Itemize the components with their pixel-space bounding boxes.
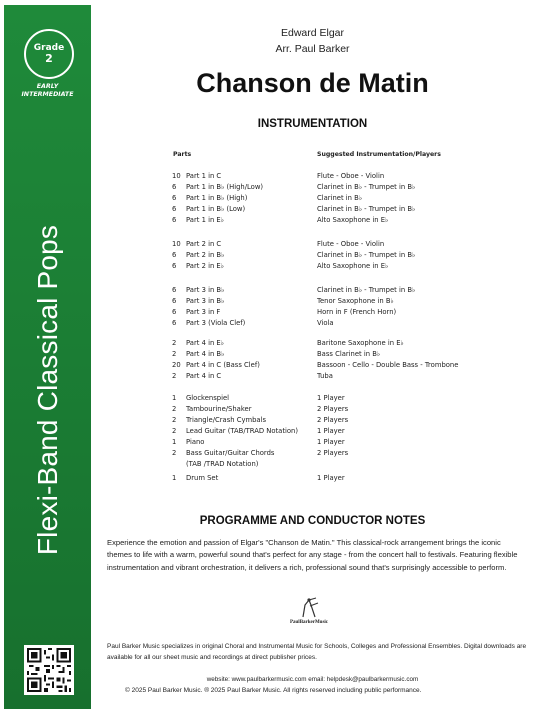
part-quantity: 6 — [172, 286, 177, 294]
part-quantity: 2 — [172, 427, 177, 435]
part-quantity: 6 — [172, 183, 177, 191]
part-name: Part 3 in F — [186, 308, 221, 316]
level-line-1: EARLY — [36, 83, 59, 90]
table-row — [172, 182, 502, 193]
part-name: Part 1 in C — [186, 172, 222, 180]
suggested-players: 2 Players — [317, 416, 349, 424]
publisher-logo — [278, 597, 340, 631]
table-row — [172, 473, 502, 484]
programme-notes-heading: PROGRAMME AND CONDUCTOR NOTES — [199, 515, 426, 527]
table-row — [172, 261, 502, 272]
part-quantity: 2 — [172, 339, 177, 347]
part-quantity: 2 — [172, 372, 177, 380]
part-name: Triangle/Crash Cymbals — [186, 416, 266, 424]
contact-line[interactable]: website: www.paulbarkermusic.com email: helpdesk@paulbarkermusic.com — [206, 676, 419, 683]
part-name: Part 3 in B♭ — [186, 286, 225, 294]
table-row — [172, 371, 502, 382]
table-row — [172, 318, 502, 329]
suggested-players: Bass Clarinet in B♭ — [317, 350, 381, 358]
difficulty-level — [4, 83, 91, 99]
table-row — [172, 426, 502, 437]
part-name: Piano — [186, 438, 205, 446]
table-row — [172, 204, 502, 215]
part-quantity: 6 — [172, 216, 177, 224]
composer-name: Edward Elgar — [280, 27, 345, 39]
suggested-players: Tenor Saxophone in B♭ — [317, 297, 394, 305]
series-sidebar — [4, 5, 91, 709]
column-header-parts: Parts — [173, 151, 192, 158]
suggested-players: Clarinet in B♭ — [317, 194, 363, 202]
logo-text: PaulBarkerMusic — [289, 620, 329, 625]
suggested-players: Horn in F (French Horn) — [317, 308, 397, 316]
part-name: Glockenspiel — [186, 394, 230, 402]
suggested-players: 2 Players — [317, 449, 349, 457]
suggested-players: 2 Players — [317, 405, 349, 413]
part-name: (TAB /TRAD Notation) — [186, 460, 259, 468]
part-name: Part 2 in C — [186, 240, 222, 248]
suggested-players: Alto Saxophone in E♭ — [317, 262, 389, 270]
suggested-players: Tuba — [317, 372, 333, 380]
part-quantity: 1 — [172, 394, 177, 402]
part-quantity: 6 — [172, 194, 177, 202]
part-quantity: 6 — [172, 251, 177, 259]
table-row — [172, 360, 502, 371]
suggested-players: Alto Saxophone in E♭ — [317, 216, 389, 224]
part-name: Part 1 in B♭ (Low) — [186, 205, 246, 213]
table-row — [172, 349, 502, 360]
instrumentation-heading: INSTRUMENTATION — [257, 118, 368, 130]
table-row — [172, 437, 502, 448]
suggested-players: 1 Player — [317, 394, 345, 402]
part-name: Part 4 in C — [186, 372, 222, 380]
part-name: Part 1 in B♭ (High/Low) — [186, 183, 264, 191]
part-quantity: 2 — [172, 416, 177, 424]
part-name: Part 1 in E♭ — [186, 216, 224, 224]
grade-label: Grade — [33, 42, 65, 53]
table-row — [172, 307, 502, 318]
column-header-players: Suggested Instrumentation/Players — [317, 151, 441, 158]
suggested-players: Bassoon - Cello - Double Bass - Trombone — [317, 361, 459, 369]
arranger-name: Arr. Paul Barker — [275, 43, 350, 55]
part-name: Part 2 in B♭ — [186, 251, 225, 259]
part-quantity: 2 — [172, 350, 177, 358]
suggested-players: 1 Player — [317, 438, 345, 446]
part-name: Part 4 in C (Bass Clef) — [186, 361, 260, 369]
table-row — [172, 404, 502, 415]
copyright-line: © 2025 Paul Barker Music. ® 2025 Paul Barker Music. All rights reserved including public performance. — [125, 687, 422, 694]
table-row — [172, 215, 502, 226]
table-row — [172, 415, 502, 426]
part-name: Bass Guitar/Guitar Chords — [186, 449, 275, 457]
table-row — [172, 285, 502, 296]
table-row — [172, 296, 502, 307]
part-quantity: 6 — [172, 297, 177, 305]
part-quantity: 20 — [172, 361, 181, 369]
part-quantity: 2 — [172, 449, 177, 457]
part-quantity: 10 — [172, 240, 181, 248]
series-title: Flexi-Band Classical Pops — [32, 224, 63, 556]
suggested-players: Flute - Oboe - Violin — [317, 240, 385, 248]
suggested-players: Baritone Saxophone in E♭ — [317, 339, 404, 347]
suggested-players: 1 Player — [317, 474, 345, 482]
piece-title: Chanson de Matin — [196, 68, 429, 98]
table-row — [172, 193, 502, 204]
suggested-players: Clarinet in B♭ - Trumpet in B♭ — [317, 251, 416, 259]
part-name: Part 4 in B♭ — [186, 350, 225, 358]
part-name: Drum Set — [186, 474, 219, 482]
part-quantity: 6 — [172, 319, 177, 327]
composer-figure-icon — [289, 597, 329, 619]
suggested-players: 1 Player — [317, 427, 345, 435]
part-name: Part 1 in B♭ (High) — [186, 194, 248, 202]
suggested-players: Clarinet in B♭ - Trumpet in B♭ — [317, 183, 416, 191]
part-name: Lead Guitar (TAB/TRAD Notation) — [186, 427, 299, 435]
table-row — [172, 448, 502, 459]
publisher-about: Paul Barker Music specializes in original Choral and Instrumental Music for Schools, Colleges and Professional Ensembles. Digital downloads are available for all our sheet music and recordings at direct publisher prices. — [107, 643, 527, 661]
programme-notes-text: Experience the emotion and passion of Elgar's "Chanson de Matin." This classical-rock arrangement brings the iconic themes to life with a warm, powerful sound that's perfect for any stage - from the concert hall to festivals. Featuring flexible instrumentation and vibrant orchestration, it delivers a rich, professional sound that's surprisingly accessible to perform. — [107, 538, 518, 572]
part-name: Part 4 in E♭ — [186, 339, 224, 347]
part-name: Part 2 in E♭ — [186, 262, 224, 270]
part-quantity: 1 — [172, 438, 177, 446]
suggested-players: Viola — [317, 319, 334, 327]
suggested-players: Flute - Oboe - Violin — [317, 172, 385, 180]
part-quantity: 10 — [172, 172, 181, 180]
table-row — [172, 171, 502, 182]
part-name: Part 3 in B♭ — [186, 297, 225, 305]
table-row — [172, 338, 502, 349]
part-quantity: 2 — [172, 405, 177, 413]
part-quantity: 6 — [172, 308, 177, 316]
suggested-players: Clarinet in B♭ - Trumpet in B♭ — [317, 286, 416, 294]
table-row — [172, 250, 502, 261]
level-line-2: INTERMEDIATE — [21, 90, 74, 98]
part-quantity: 1 — [172, 474, 177, 482]
qr-code-icon[interactable] — [24, 645, 74, 695]
table-row — [172, 459, 502, 470]
grade-number: 2 — [45, 51, 53, 65]
suggested-players: Clarinet in B♭ - Trumpet in B♭ — [317, 205, 416, 213]
part-quantity: 6 — [172, 262, 177, 270]
part-name: Tambourine/Shaker — [186, 405, 252, 413]
table-row — [172, 239, 502, 250]
part-name: Part 3 (Viola Clef) — [186, 319, 246, 327]
table-row — [172, 393, 502, 404]
part-quantity: 6 — [172, 205, 177, 213]
grade-badge — [24, 29, 74, 79]
